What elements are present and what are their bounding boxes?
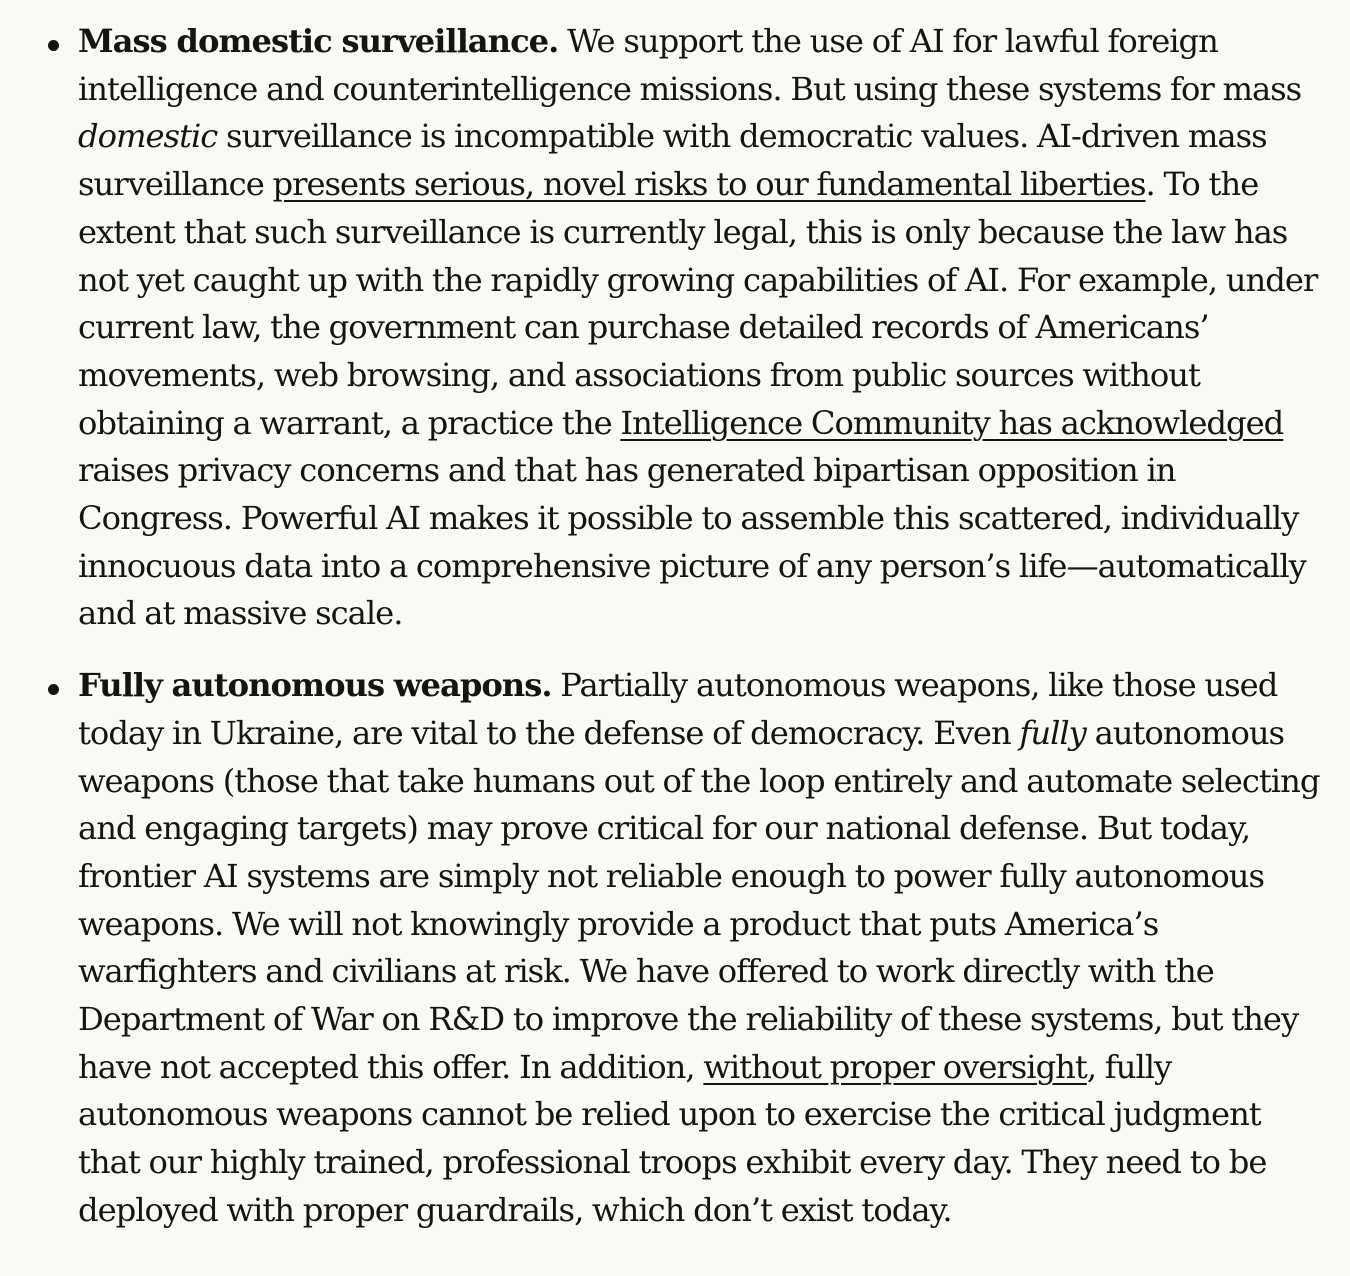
item-emphasis: domestic xyxy=(78,117,218,156)
item-text: , fully autonomous weapons cannot be relied upon to exercise the critical judgment that our highly trained, professional troops exhibit every day. They need to be deployed with proper guardrails, which don’t exist today. xyxy=(78,1047,1267,1229)
bullet-dot-icon xyxy=(48,684,59,695)
link-proper-oversight[interactable]: without proper oversight xyxy=(703,1047,1087,1086)
item-text: autonomous weapons (those that take humans out of the loop entirely and automate selecting and engaging targets) may prove critical for our national defense. But today, frontier AI systems are simply not reliable enough to power fully autonomous weapons. We will not knowingly provide a product that puts America’s warfighters and civilians at risk. We have offered to work directly with the Department of War on R&D to improve the reliability of these systems, but they have not accepted this offer. In addition, xyxy=(78,713,1320,1086)
item-term: Fully autonomous weapons. xyxy=(78,666,552,705)
link-fundamental-liberties[interactable]: presents serious, novel risks to our fundamental liberties xyxy=(272,165,1146,204)
item-term: Mass domestic surveillance. xyxy=(78,22,559,60)
item-text: . To the extent that such surveillance is currently legal, this is only because the law has not yet caught up with the rapidly growing capabilities of AI. For example, under current law, the government can purchase detailed records of Americans’ movements, web browsing, and associations from public sources without obtaining a warrant, a practice the xyxy=(78,165,1318,442)
link-intelligence-community[interactable]: Intelligence Community has acknowledged xyxy=(620,403,1284,442)
item-text: raises privacy concerns and that has generated bipartisan opposition in Congress. Powerful AI makes it possible to assemble this scattered, individually innocuous data into a comprehensive picture of any person’s life—automatically and at massive scale. xyxy=(78,451,1306,633)
list-item-fully-autonomous-weapons xyxy=(78,662,1328,1234)
item-text: We support the use of AI for lawful foreign intelligence and counterintelligence missions. But using these systems for mass xyxy=(78,22,1302,108)
bullet-dot-icon xyxy=(48,40,59,51)
item-emphasis: fully xyxy=(1019,713,1086,752)
item-text: Partially autonomous weapons, like those used today in Ukraine, are vital to the defense of democracy. Even xyxy=(78,666,1278,752)
list-item-mass-domestic-surveillance xyxy=(78,0,1328,638)
item-text: surveillance is incompatible with democratic values. AI-driven mass surveillance xyxy=(78,117,1267,204)
